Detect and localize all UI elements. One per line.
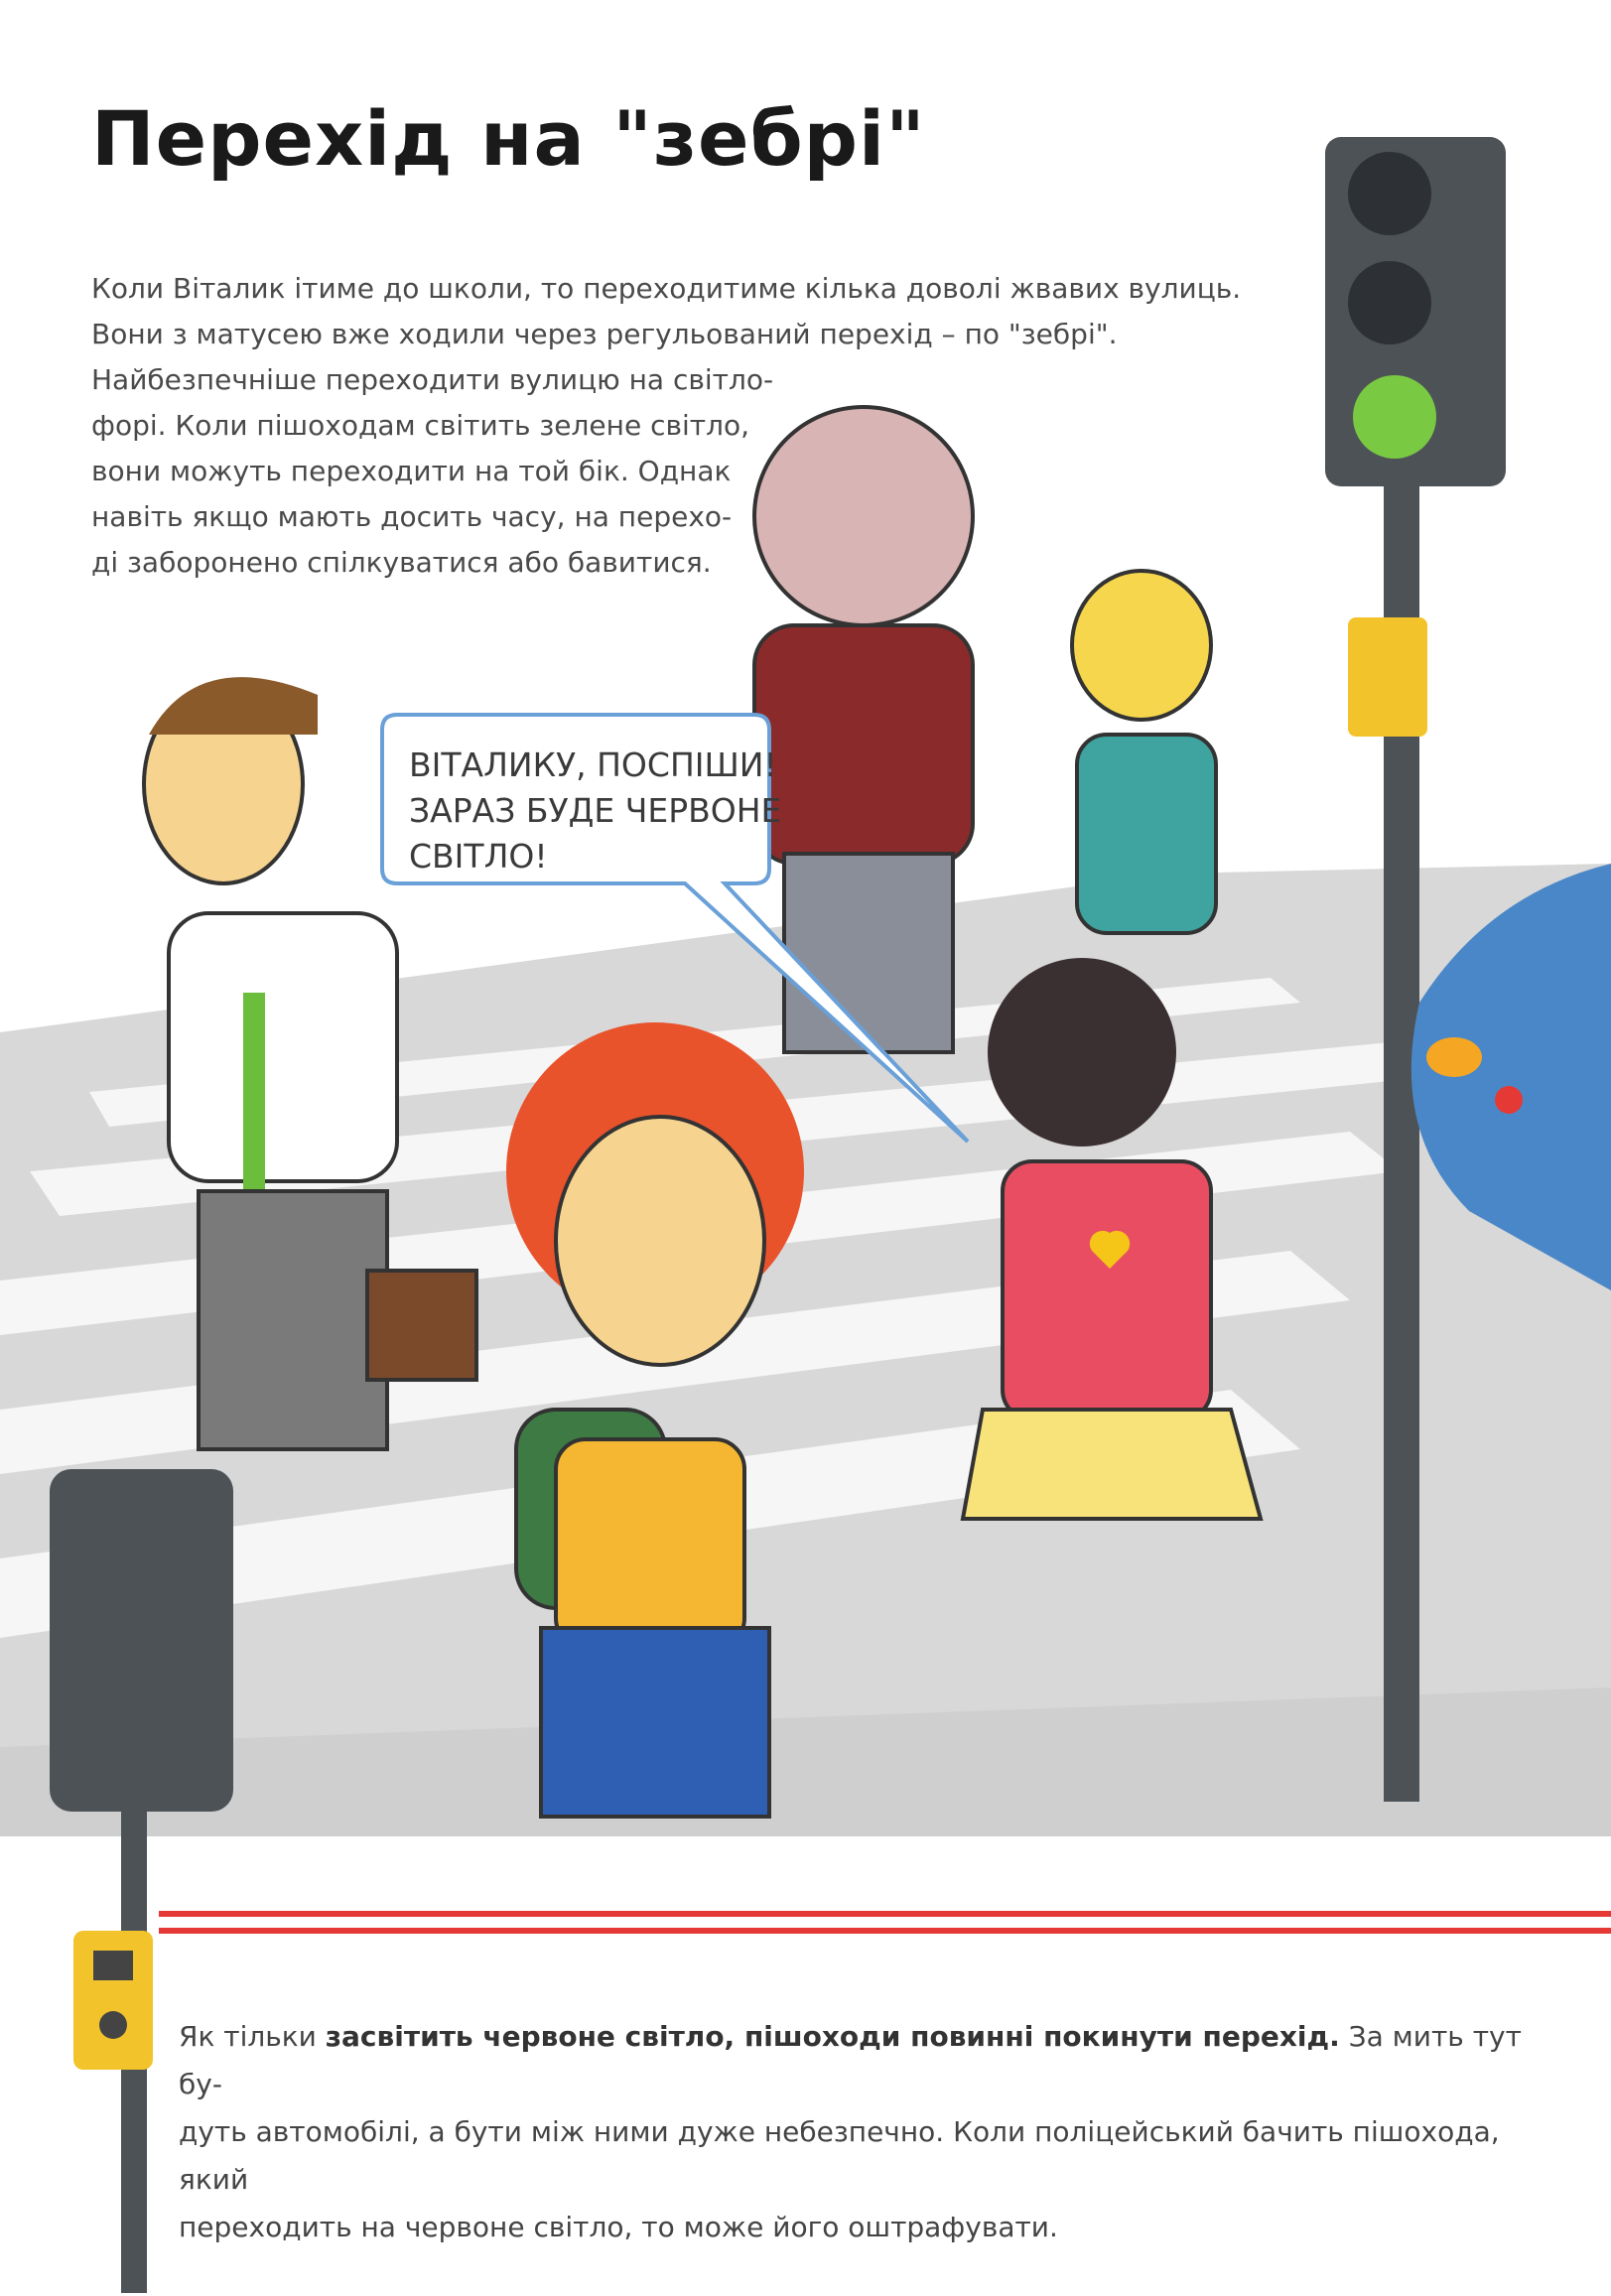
- intro-line: Коли Віталик ітиме до школи, то переходитиме кілька доволі жвавих вулиць.: [91, 272, 1242, 305]
- intro-line: ді заборонено спілкуватися або бавитися.: [91, 546, 712, 579]
- bottom-line: дуть автомобілі, а бути між ними дуже небезпечно. Коли поліцейський бачить пішохода, який: [179, 2115, 1500, 2196]
- intro-line: форі. Коли пішоходам світить зелене світло,: [91, 409, 749, 442]
- speech-bubble-text: [409, 743, 781, 879]
- intro-line: Найбезпечніше переходити вулицю на світло-: [91, 363, 774, 396]
- intro-line: Вони з матусею вже ходили через регульований перехід – по "зебрі".: [91, 318, 1118, 350]
- bottom-text-part: За мить тут бу-: [179, 2020, 1522, 2100]
- intro-line: навіть якщо мають досить часу, на перехо-: [91, 500, 733, 533]
- separator-lines: [159, 1911, 1611, 1934]
- speech-line: ВІТАЛИКУ, ПОСПІШИ!: [409, 745, 777, 784]
- bottom-text-part: Як тільки: [179, 2020, 326, 2053]
- bottom-text-bold: засвітить червоне світло, пішоходи повинні покинути перехід.: [325, 2020, 1340, 2053]
- blonde-child-figure: [1072, 571, 1216, 933]
- bottom-paragraph: [179, 2013, 1548, 2251]
- speech-line: ЗАРАЗ БУДЕ ЧЕРВОНЕ: [409, 791, 782, 830]
- intro-line: вони можуть переходити на той бік. Однак: [91, 455, 732, 487]
- bottom-line: переходить на червоне світло, то може його оштрафувати.: [179, 2211, 1058, 2243]
- page-title: Перехід на "зебрі": [91, 94, 926, 183]
- speech-line: СВІТЛО!: [409, 837, 548, 876]
